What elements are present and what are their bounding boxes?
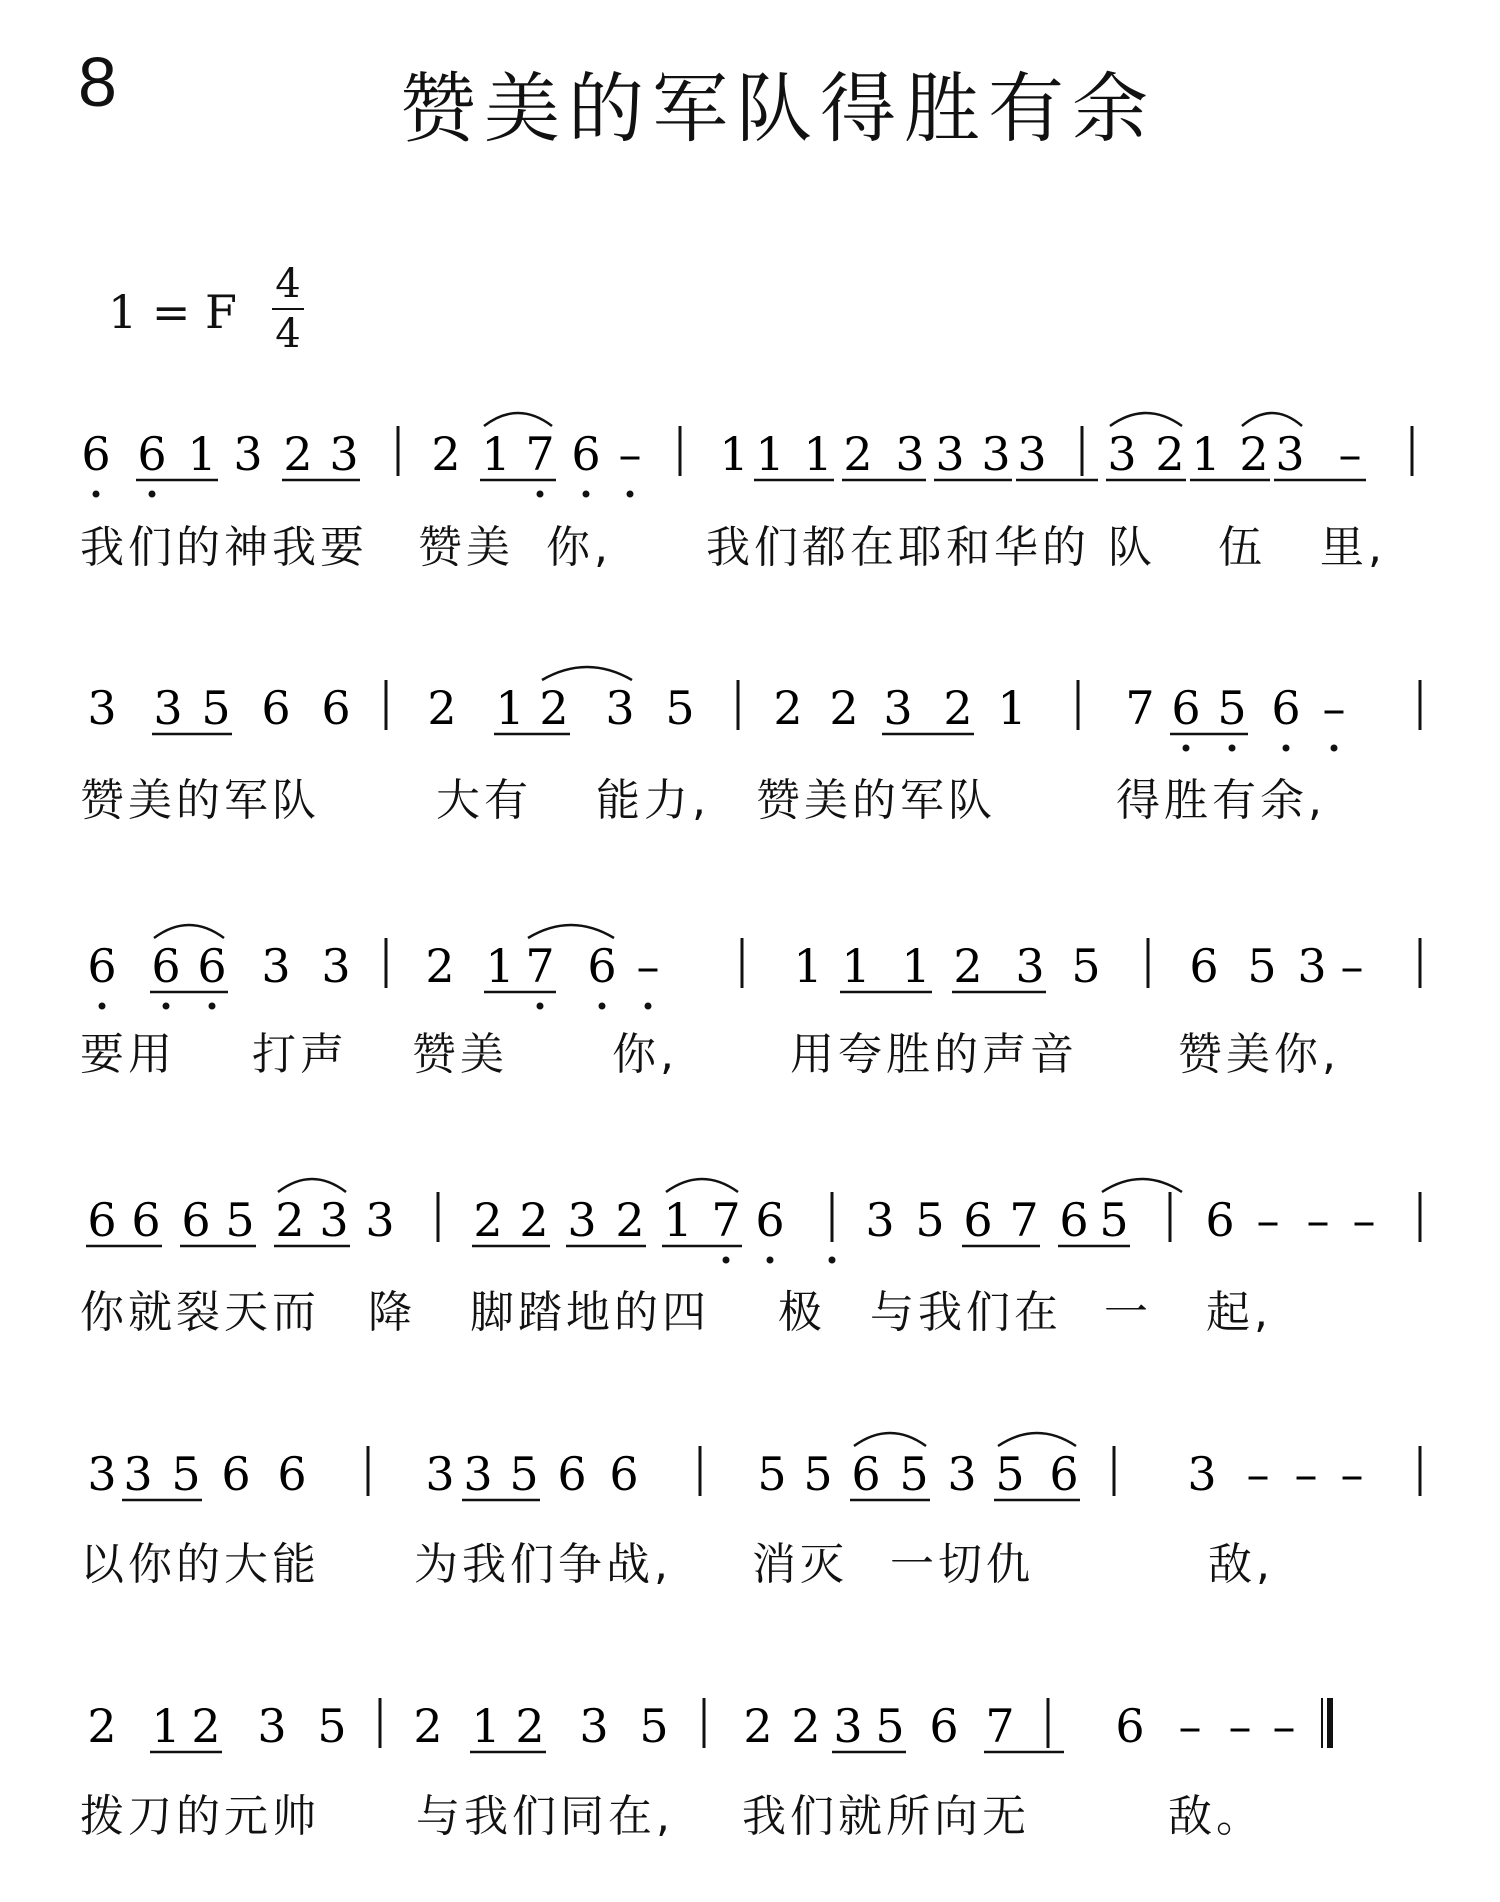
note: 5 bbox=[1071, 939, 1101, 993]
note: 7 bbox=[1125, 681, 1155, 735]
song-number: 8 bbox=[78, 43, 117, 121]
lyric-segment: 队 bbox=[1108, 522, 1156, 573]
dash-note: – bbox=[1306, 1193, 1330, 1247]
octave-dot bbox=[767, 1257, 774, 1264]
octave-dot bbox=[149, 491, 156, 498]
lyric-segment: 要用 bbox=[80, 1029, 176, 1080]
octave-dot bbox=[209, 1003, 216, 1010]
note: 3 bbox=[87, 1447, 117, 1501]
note: 3 bbox=[261, 939, 291, 993]
octave-dot bbox=[1183, 745, 1190, 752]
note: 2 bbox=[1239, 427, 1269, 481]
note: 5 bbox=[1247, 939, 1277, 993]
lyric-segment: 能力, bbox=[596, 775, 710, 826]
octave-dot bbox=[829, 1257, 836, 1264]
note: 3 bbox=[883, 681, 913, 735]
note: 2 bbox=[843, 427, 873, 481]
note: 3 bbox=[153, 681, 183, 735]
note: 1 bbox=[755, 427, 785, 481]
dash-note: – bbox=[636, 939, 660, 993]
dash-note: – bbox=[1178, 1699, 1202, 1753]
note: 6 bbox=[557, 1447, 587, 1501]
note: 6 bbox=[963, 1193, 993, 1247]
note: 2 bbox=[743, 1699, 773, 1753]
note: 5 bbox=[899, 1447, 929, 1501]
slur bbox=[278, 1179, 346, 1192]
note: 2 bbox=[943, 681, 973, 735]
note: 5 bbox=[915, 1193, 945, 1247]
note: 6 bbox=[1189, 939, 1219, 993]
lyric-segment: 以你的大能 bbox=[80, 1539, 320, 1590]
note: 5 bbox=[1217, 681, 1247, 735]
note: 7 bbox=[1009, 1193, 1039, 1247]
time-signature-top: 4 bbox=[275, 261, 301, 307]
octave-dot bbox=[599, 1003, 606, 1010]
slur bbox=[1242, 413, 1302, 426]
lyric-segment: 打声 bbox=[252, 1029, 348, 1080]
note: 2 bbox=[539, 681, 569, 735]
notation-line bbox=[0, 922, 1500, 1032]
note: 2 bbox=[275, 1193, 305, 1247]
slur bbox=[854, 1433, 926, 1446]
note: 3 bbox=[935, 427, 965, 481]
note: 7 bbox=[525, 427, 555, 481]
note: 6 bbox=[181, 1193, 211, 1247]
lyric-segment: 你就裂天而 bbox=[80, 1287, 320, 1338]
note: 6 bbox=[1171, 681, 1201, 735]
note: 6 bbox=[87, 939, 117, 993]
octave-dot bbox=[627, 491, 634, 498]
octave-dot bbox=[163, 1003, 170, 1010]
octave-dot bbox=[99, 1003, 106, 1010]
lyric-segment: 得胜有余, bbox=[1116, 775, 1326, 826]
octave-dot bbox=[1229, 745, 1236, 752]
lyric-segment: 你, bbox=[546, 522, 612, 573]
note: 6 bbox=[1059, 1193, 1089, 1247]
lyric-segment: 用夸胜的声音 bbox=[790, 1029, 1078, 1080]
note: 5 bbox=[201, 681, 231, 735]
lyric-segment: 伍 bbox=[1218, 522, 1266, 573]
note: 6 bbox=[197, 939, 227, 993]
note: 1 bbox=[997, 681, 1027, 735]
notation-line bbox=[0, 1430, 1500, 1540]
note: 5 bbox=[665, 681, 695, 735]
lyric-segment: 赞美的军队 bbox=[756, 775, 996, 826]
note: 1 bbox=[803, 427, 833, 481]
note: 2 bbox=[791, 1699, 821, 1753]
note: 1 bbox=[663, 1193, 693, 1247]
octave-dot bbox=[645, 1003, 652, 1010]
note: 2 bbox=[283, 427, 313, 481]
lyric-segment: 与我们同在, bbox=[416, 1791, 674, 1842]
note: 3 bbox=[329, 427, 359, 481]
note: 3 bbox=[579, 1699, 609, 1753]
lyric-segment: 赞美 bbox=[412, 1029, 508, 1080]
note: 1 bbox=[471, 1699, 501, 1753]
note: 2 bbox=[431, 427, 461, 481]
note: 3 bbox=[1015, 939, 1045, 993]
note: 6 bbox=[87, 1193, 117, 1247]
dash-note: – bbox=[1294, 1447, 1318, 1501]
note: 5 bbox=[757, 1447, 787, 1501]
note: 6 bbox=[609, 1447, 639, 1501]
note: 3 bbox=[319, 1193, 349, 1247]
note: 1 bbox=[151, 1699, 181, 1753]
note: 3 bbox=[1107, 427, 1137, 481]
note: 3 bbox=[1187, 1447, 1217, 1501]
note: 5 bbox=[317, 1699, 347, 1753]
note: 5 bbox=[225, 1193, 255, 1247]
lyric-segment: 赞美的军队 bbox=[80, 775, 320, 826]
octave-dot bbox=[93, 491, 100, 498]
note: 3 bbox=[981, 427, 1011, 481]
time-signature bbox=[268, 262, 308, 356]
notation-line bbox=[0, 664, 1500, 774]
time-signature-bottom: 4 bbox=[275, 311, 301, 357]
note: 6 bbox=[851, 1447, 881, 1501]
lyric-segment: 你, bbox=[612, 1029, 678, 1080]
note: 3 bbox=[865, 1193, 895, 1247]
note: 5 bbox=[171, 1447, 201, 1501]
note: 5 bbox=[509, 1447, 539, 1501]
note: 2 bbox=[829, 681, 859, 735]
note: 1 bbox=[1191, 427, 1221, 481]
lyric-segment: 为我们争战, bbox=[414, 1539, 672, 1590]
note: 2 bbox=[427, 681, 457, 735]
slur bbox=[998, 1433, 1076, 1446]
lyric-segment: 我们就所向无 bbox=[742, 1791, 1030, 1842]
note: 3 bbox=[233, 427, 263, 481]
octave-dot bbox=[537, 491, 544, 498]
note: 6 bbox=[151, 939, 181, 993]
note: 3 bbox=[605, 681, 635, 735]
lyric-segment: 里, bbox=[1320, 522, 1386, 573]
octave-dot bbox=[537, 1003, 544, 1010]
note: 7 bbox=[985, 1699, 1015, 1753]
lyric-segment: 拨刀的元帅 bbox=[80, 1791, 320, 1842]
note: 2 bbox=[413, 1699, 443, 1753]
note: 2 bbox=[773, 681, 803, 735]
note: 2 bbox=[87, 1699, 117, 1753]
lyric-segment: 消灭 bbox=[752, 1539, 848, 1590]
note: 6 bbox=[277, 1447, 307, 1501]
note: 1 bbox=[901, 939, 931, 993]
lyric-segment: 我们的神我要 bbox=[80, 522, 368, 573]
dash-note: – bbox=[1322, 681, 1346, 735]
note: 5 bbox=[875, 1699, 905, 1753]
notation-line bbox=[0, 1682, 1500, 1792]
note: 6 bbox=[1115, 1699, 1145, 1753]
slur bbox=[484, 413, 552, 426]
lyric-segment: 一 bbox=[1104, 1287, 1152, 1338]
note: 3 bbox=[257, 1699, 287, 1753]
note: 6 bbox=[1205, 1193, 1235, 1247]
note: 2 bbox=[1155, 427, 1185, 481]
note: 6 bbox=[929, 1699, 959, 1753]
note: 5 bbox=[995, 1447, 1025, 1501]
lyric-segment: 脚踏地的四 bbox=[470, 1287, 710, 1338]
dash-note: – bbox=[1246, 1447, 1270, 1501]
dash-note: – bbox=[618, 427, 642, 481]
note: 3 bbox=[321, 939, 351, 993]
key-signature: 1 = F bbox=[108, 285, 237, 339]
note: 3 bbox=[365, 1193, 395, 1247]
octave-dot bbox=[1331, 745, 1338, 752]
note: 3 bbox=[123, 1447, 153, 1501]
note: 3 bbox=[567, 1193, 597, 1247]
slur bbox=[542, 667, 632, 680]
slur bbox=[154, 925, 224, 938]
note: 2 bbox=[515, 1699, 545, 1753]
note: 2 bbox=[953, 939, 983, 993]
note: 5 bbox=[1099, 1193, 1129, 1247]
lyric-segment: 与我们在 bbox=[870, 1287, 1062, 1338]
note: 1 bbox=[793, 939, 823, 993]
note: 3 bbox=[895, 427, 925, 481]
note: 1 bbox=[841, 939, 871, 993]
note: 6 bbox=[137, 427, 167, 481]
note: 6 bbox=[261, 681, 291, 735]
note: 6 bbox=[221, 1447, 251, 1501]
note: 1 bbox=[719, 427, 749, 481]
note: 2 bbox=[473, 1193, 503, 1247]
note: 3 bbox=[1017, 427, 1047, 481]
note: 6 bbox=[755, 1193, 785, 1247]
dash-note: – bbox=[1256, 1193, 1280, 1247]
dash-note: – bbox=[1272, 1699, 1296, 1753]
dash-note: – bbox=[1352, 1193, 1376, 1247]
dash-note: – bbox=[1340, 1447, 1364, 1501]
octave-dot bbox=[1283, 745, 1290, 752]
note: 6 bbox=[1049, 1447, 1079, 1501]
note: 6 bbox=[587, 939, 617, 993]
octave-dot bbox=[723, 1257, 730, 1264]
note: 5 bbox=[803, 1447, 833, 1501]
dash-note: – bbox=[1340, 939, 1364, 993]
lyric-segment: 降 bbox=[368, 1287, 416, 1338]
slur bbox=[1102, 1179, 1182, 1192]
note: 6 bbox=[1271, 681, 1301, 735]
lyric-segment: 极 bbox=[778, 1287, 826, 1338]
note: 6 bbox=[571, 427, 601, 481]
note: 2 bbox=[425, 939, 455, 993]
note: 3 bbox=[87, 681, 117, 735]
notation-line bbox=[0, 1176, 1500, 1286]
lyric-segment: 敌。 bbox=[1168, 1791, 1264, 1842]
lyric-segment: 大有 bbox=[436, 775, 532, 826]
lyric-segment: 我们都在耶和华的 bbox=[706, 522, 1090, 573]
note: 3 bbox=[947, 1447, 977, 1501]
note: 1 bbox=[481, 427, 511, 481]
lyric-segment: 赞美你, bbox=[1178, 1029, 1340, 1080]
note: 3 bbox=[425, 1447, 455, 1501]
note: 3 bbox=[1297, 939, 1327, 993]
note: 3 bbox=[1275, 427, 1305, 481]
song-title: 赞美的军队得胜有余 bbox=[400, 64, 1156, 153]
note: 6 bbox=[321, 681, 351, 735]
notation-line bbox=[0, 410, 1500, 520]
note: 1 bbox=[485, 939, 515, 993]
note: 1 bbox=[495, 681, 525, 735]
lyric-segment: 起, bbox=[1206, 1287, 1272, 1338]
note: 6 bbox=[131, 1193, 161, 1247]
lyric-segment: 一切仇 bbox=[890, 1539, 1034, 1590]
slur bbox=[666, 1179, 738, 1192]
lyric-segment: 赞美 bbox=[418, 522, 514, 573]
dash-note: – bbox=[1338, 427, 1362, 481]
note: 2 bbox=[615, 1193, 645, 1247]
note: 3 bbox=[833, 1699, 863, 1753]
lyric-segment: 敌, bbox=[1208, 1539, 1274, 1590]
note: 7 bbox=[711, 1193, 741, 1247]
note: 5 bbox=[639, 1699, 669, 1753]
note: 2 bbox=[519, 1193, 549, 1247]
note: 3 bbox=[463, 1447, 493, 1501]
octave-dot bbox=[583, 491, 590, 498]
dash-note: – bbox=[1228, 1699, 1252, 1753]
slur bbox=[528, 925, 614, 938]
slur bbox=[1110, 413, 1182, 426]
note: 7 bbox=[525, 939, 555, 993]
note: 2 bbox=[191, 1699, 221, 1753]
note: 1 bbox=[187, 427, 217, 481]
note: 6 bbox=[81, 427, 111, 481]
